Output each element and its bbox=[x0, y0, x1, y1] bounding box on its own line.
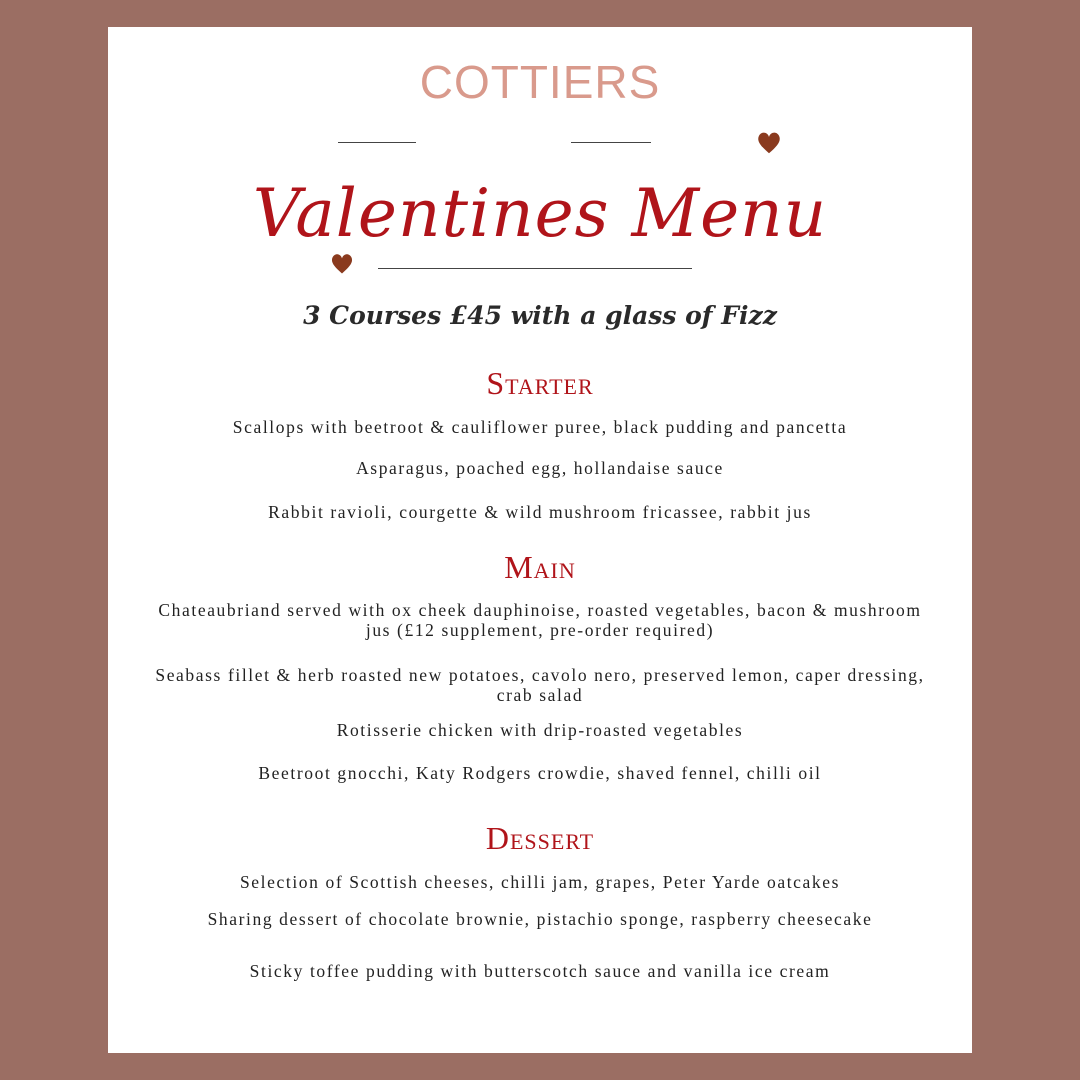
menu-item: Sticky toffee pudding with butterscotch sauce and vanilla ice cream bbox=[249, 961, 831, 981]
menu-item: Rotisserie chicken with drip-roasted vegetables bbox=[336, 720, 744, 740]
section-heading-dessert: Dessert bbox=[485, 820, 595, 856]
menu-item: Scallops with beetroot & cauliflower puree, black pudding and pancetta bbox=[232, 417, 848, 437]
title-rule-right bbox=[571, 142, 651, 143]
logo: COTTIERS bbox=[419, 56, 661, 108]
menu-item: Selection of Scottish cheeses, chilli jam, grapes, Peter Yarde oatcakes bbox=[239, 872, 841, 892]
heart-icon bbox=[328, 249, 356, 277]
menu-item: Seabass fillet & herb roasted new potatoes, cavolo nero, preserved lemon, caper dressing, crab salad bbox=[155, 665, 925, 705]
heart-icon bbox=[754, 127, 784, 157]
menu-card bbox=[108, 27, 972, 1053]
menu-item: Beetroot gnocchi, Katy Rodgers crowdie, shaved fennel, chilli oil bbox=[258, 763, 822, 783]
menu-item: Asparagus, poached egg, hollandaise sauce bbox=[356, 458, 724, 478]
title-rule-left bbox=[338, 142, 416, 143]
menu-item: Chateaubriand served with ox cheek dauphinoise, roasted vegetables, bacon & mushroom jus (£12 supplement, pre-order required) bbox=[158, 600, 922, 640]
menu-title: Valentines Menu bbox=[252, 175, 828, 252]
menu-item: Sharing dessert of chocolate brownie, pistachio sponge, raspberry cheesecake bbox=[207, 909, 873, 929]
section-heading-main: Main bbox=[504, 549, 576, 585]
menu-subtitle: 3 Courses £45 with a glass of Fizz bbox=[303, 301, 777, 330]
title-rule-bottom bbox=[378, 268, 692, 269]
menu-item: Rabbit ravioli, courgette & wild mushroom fricassee, rabbit jus bbox=[268, 502, 812, 522]
section-heading-starter: Starter bbox=[486, 365, 594, 401]
